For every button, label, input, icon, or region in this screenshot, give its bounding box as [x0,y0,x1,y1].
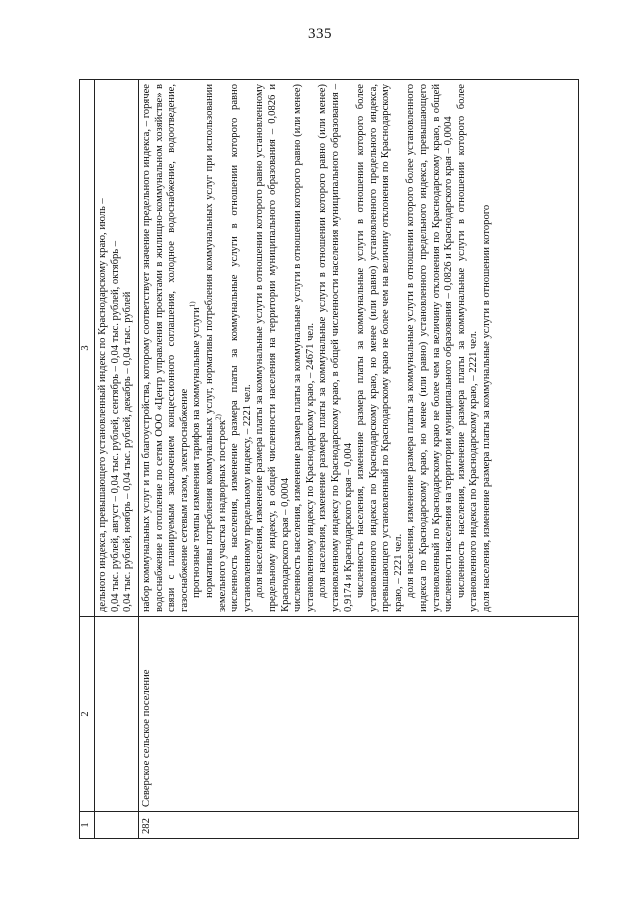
table-header-row [80,80,95,839]
header-cell-3: 3 [80,80,95,617]
header-cell-1: 1 [80,812,95,839]
table-row [139,80,579,839]
continuation-line: дельного индекса, превышающего установленный индекс по Краснодарскому краю, июль – [97,198,108,612]
paragraph-population-le-regional: численность населения, изменение размера платы за коммунальные услуги в отношении которого равно (или менее) установленному индексу по Краснодарскому краю, – 24671 чел. [292,84,316,612]
page-number: 335 [308,26,332,42]
paragraph-tariff-rates [188,84,204,612]
indicators-cell [139,80,579,617]
paragraph-text: нормативы потребления коммунальных услуг, нормативы потребления коммунальных услуг при использовании земельного участка и надворных построек [203,84,228,612]
continuation-line: 0,04 тыс. рублей, август – 0,04 тыс. рублей, сентябрь – 0,04 тыс. рублей, октябрь – [109,240,121,612]
continuation-text-cell [95,80,139,617]
settlement-name: Северское сельское поселение [139,617,579,812]
row-number: 282 [139,812,579,839]
rotated-table-wrapper [79,79,579,839]
paragraph-text: прогнозные темпы изменения тарифов на коммунальные услуги [191,307,203,598]
data-table [79,79,579,839]
continuation-row [95,80,139,839]
continuation-number-cell [95,812,139,839]
header-cell-2: 2 [80,617,95,812]
paragraph-share-equal: доля населения, изменение размера платы за коммунальные услуги в отношении которого равно установленному предельному индексу, в общей численности населения на территории муниципального образования – 0,0826 и Краснодарского края – 0,0004 [254,84,291,612]
paragraph-population-above: численность населения, изменение размера платы за коммунальные услуги в отношении которого более установленного индекса по Краснодарскому краю, – 2221 чел. [455,84,480,612]
paragraph-share-above: доля населения, изменение размера платы за коммунальные услуги в отношении которого [481,204,493,612]
continuation-settlement-cell [95,617,139,812]
paragraph-population-between: численность населения, изменение размера платы за коммунальные услуги в отношении которого более установленного индекса по Краснодарскому краю, но менее (или равно) установленного предельного индекса, превышающего установленный по Краснодарскому краю не более чем на величину отклонения по Краснодарскому краю, – 2221 чел. [355,84,404,612]
paragraph-population-equal: численность населения, изменение размера платы за коммунальные услуги в отношении которого равно установленному предельному индексу, – 2221 чел. [229,84,253,612]
paragraph-share-between: доля населения, изменение размера платы за коммунальные услуги в отношении которого более установленного индекса по Краснодарскому краю, но менее (или равно) установленного предельного индекса, превышающего установленный по Краснодарскому краю не более чем на величину отклонения по Краснодарскому краю, в общей численности населения на территории муниципального образования – 0,0826 и Краснодарского края – 0,0004 [405,84,455,612]
paragraph-utility-set: набор коммунальных услуг и тип благоустройства, которому соответствует значение предельного индекса, – горячее водоснабжение и отопление по сетям ООО «Центр управления проектами в жилищно-коммунальном хозяйстве» в связи с планируемым заключением концессионного соглашения, холодное водоснабжение, водоотведение, газоснабжение сетевым газом, электроснабжение [141,84,190,612]
footnote-mark: 1) [188,301,197,308]
paragraph-consumption-norms [204,84,229,612]
paragraph-share-le-regional: доля населения, изменение размера платы за коммунальные услуги в отношении которого равно (или менее) установленному индексу по Краснодарскому краю, в общей численности населения муниципального образования – 0,9174 и Краснодарского края – 0,004 [317,84,354,612]
continuation-line: 0,04 тыс. рублей, ноябрь – 0,04 тыс. рублей, декабрь – 0,04 тыс. рублей [122,291,134,612]
footnote-mark: 2) [214,414,223,420]
